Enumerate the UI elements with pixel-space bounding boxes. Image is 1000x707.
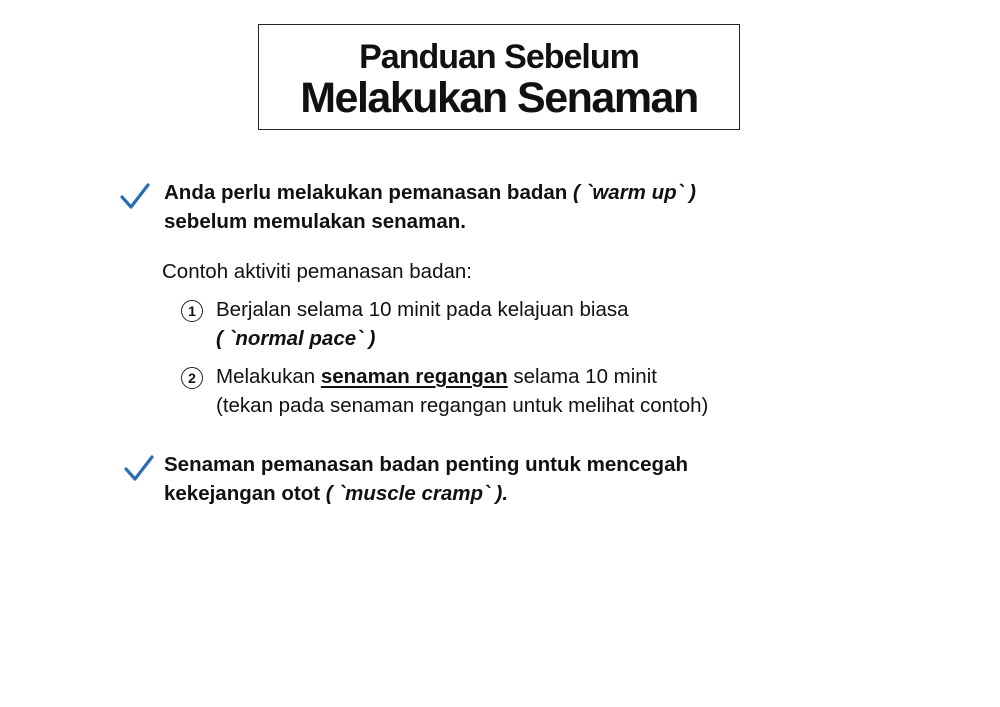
point-2 [164, 450, 688, 508]
item-2-line-1-pre: Melakukan [216, 365, 321, 388]
example-item-2 [216, 362, 708, 420]
item-1-number-badge: 1 [181, 300, 203, 322]
item-1-english-term: ( `normal pace` ) [216, 327, 376, 350]
item-1-line-1: Berjalan selama 10 minit pada kelajuan biasa [216, 298, 629, 321]
example-item-1 [216, 295, 629, 353]
title-line-1: Panduan Sebelum [359, 38, 639, 76]
point-2-english-term: ( `muscle cramp` ). [325, 482, 509, 505]
stretching-exercise-link[interactable]: senaman regangan [320, 365, 508, 388]
item-2-line-2: (tekan pada senaman regangan untuk melihat contoh) [216, 394, 709, 417]
title-box [258, 24, 740, 130]
point-1-english-term: ( `warm up` ) [573, 181, 696, 204]
point-1-text-b: sebelum memulakan senaman. [164, 210, 466, 233]
point-1 [164, 178, 696, 236]
examples-heading: Contoh aktiviti pemanasan badan: [162, 260, 472, 283]
point-2-text-a: Senaman pemanasan badan penting untuk mencegah [164, 453, 689, 476]
title-line-2: Melakukan Senaman [300, 74, 698, 122]
item-2-number-badge: 2 [181, 367, 203, 389]
checkmark-icon [120, 182, 150, 210]
checkmark-icon [124, 454, 154, 482]
item-2-line-1-post: selama 10 minit [507, 365, 657, 388]
point-2-text-b: kekejangan otot [164, 482, 326, 505]
point-1-text-a: Anda perlu melakukan pemanasan badan [164, 181, 573, 204]
